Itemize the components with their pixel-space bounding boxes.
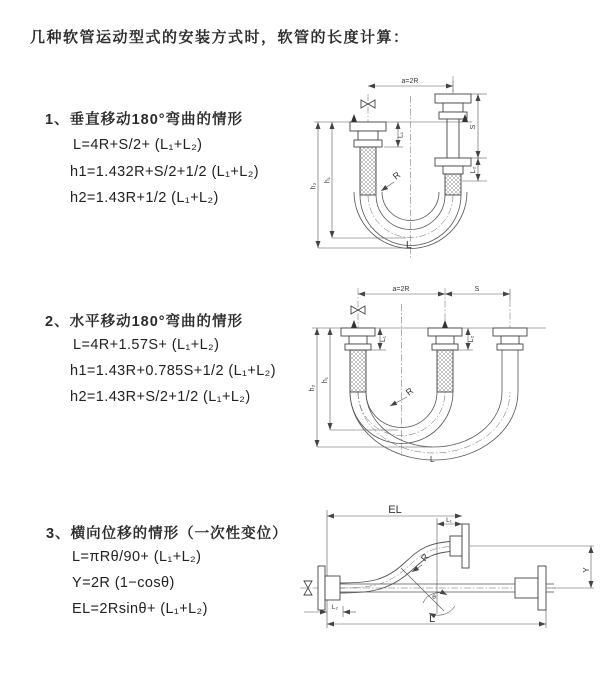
section-1-formula-h2: h2=1.43R+1/2 (L₁+L₂): [70, 190, 219, 206]
upper-fitting-label: L₁: [446, 517, 452, 524]
upper-fitting: [450, 524, 469, 568]
left-hose-braid: [350, 350, 366, 392]
diagram-vertical-180-bend: [310, 70, 600, 265]
angle-label: θ: [432, 594, 436, 601]
movement-arrows: [351, 320, 448, 328]
diagram-lateral-displacement: [298, 496, 600, 644]
radius-label: R: [390, 169, 403, 182]
section-3-formula-Y: Y=2R (1−cosθ): [72, 575, 175, 591]
left-hose-braid: [360, 147, 376, 195]
span-label: a=2R: [392, 286, 410, 293]
section-3-heading: 3、横向位移的情形（一次性变位）: [46, 526, 288, 542]
section-2-heading: 2、水平移动180°弯曲的情形: [45, 314, 244, 330]
dimension-lines: [312, 289, 546, 447]
stroke-label: S: [474, 286, 480, 293]
section-3-formula-L: L=πRθ/90+ (L₁+L₂): [72, 549, 202, 565]
el-label: EL: [388, 504, 402, 516]
middle-hose-braid: [437, 350, 453, 392]
right-fitting-label: L₂: [470, 166, 477, 174]
right-hose-braid: [445, 174, 461, 195]
diagram-horizontal-180-bend: [310, 280, 600, 465]
fittings: [341, 328, 527, 350]
h2-label: h₂: [310, 182, 318, 190]
right-fitting: [515, 566, 546, 610]
h1-label: h₁: [324, 176, 332, 184]
section-3-formula-EL: EL=2Rsinθ+ (L₁+L₂): [72, 601, 208, 617]
section-1-formula-h1: h1=1.432R+S/2+1/2 (L₁+L₂): [70, 164, 260, 180]
length-label: L: [428, 613, 436, 625]
section-1-formula-L: L=4R+S/2+ (L₁+L₂): [73, 137, 203, 153]
lower-fitting-label: L₂: [331, 604, 339, 611]
radius-label: R: [418, 551, 431, 564]
right-fitting-label: L₂: [468, 335, 475, 343]
stroke-label: S: [470, 124, 477, 130]
diagram-2-labels: [309, 286, 480, 464]
radius-label: R: [403, 385, 416, 398]
section-2-formula-h2: h2=1.43R+S/2+1/2 (L₁+L₂): [70, 389, 251, 405]
hose-bends: [350, 392, 518, 460]
section-1-heading: 1、垂直移动180°弯曲的情形: [45, 112, 244, 128]
length-label: L: [406, 240, 412, 251]
centerlines: [358, 288, 510, 456]
right-hose: [502, 350, 518, 392]
section-2-formula-L: L=4R+1.57S+ (L₁+L₂): [73, 337, 220, 353]
left-fitting: [350, 122, 386, 147]
page-title: 几种软管运动型式的安装方式时，软管的长度计算：: [30, 29, 410, 46]
diagram-3-labels: [332, 504, 591, 625]
h1-label: h₁: [322, 376, 329, 384]
left-fitting-label: L₁: [397, 131, 405, 139]
right-fitting: [435, 94, 471, 174]
displaced-hose: [340, 541, 462, 593]
h2-label: h₂: [309, 384, 316, 392]
section-2-formula-h1: h1=1.43R+0.785S+1/2 (L₁+L₂): [70, 363, 276, 379]
left-fitting-label: L₁: [380, 335, 387, 343]
dimension-lines: [304, 510, 594, 628]
length-label: L: [430, 455, 435, 464]
offset-label: Y: [582, 567, 591, 573]
span-label: a=2R: [401, 78, 419, 85]
